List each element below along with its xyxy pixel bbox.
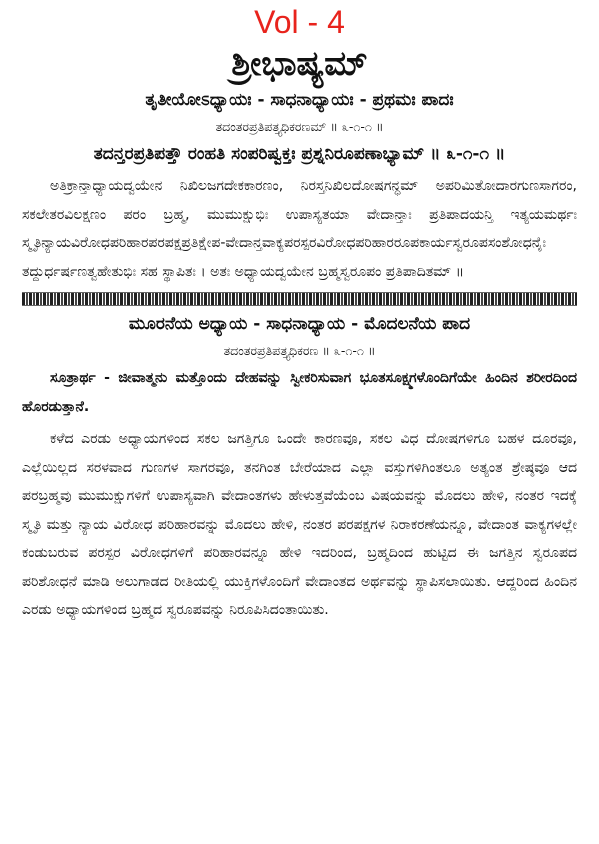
sanskrit-sutra: ತದನ್ತರಪ್ರತಿಪತ್ತೌ ರಂಹತಿ ಸಂಪರಿಷ್ವಕ್ತಃ ಪ್ರಶ್ನನಿರೂಪಣಾಭ್ಯಾಮ್ ॥ ೩-೧-೧ ॥ [93, 144, 506, 164]
book-title: ಶ್ರೀಭಾಷ್ಯಮ್ [231, 44, 368, 84]
kannada-adhikarana-title: ತದಂತರಪ್ರತಿಪತ್ತ್ಯಧಿಕರಣ ॥ ೩-೧-೧ ॥ [223, 343, 376, 358]
volume-label: Vol - 4 [254, 4, 345, 40]
sutrartha-paragraph: ಸೂತ್ರಾರ್ಥ - ಜೀವಾತ್ಮನು ಮತ್ತೊಂದು ದೇಹವನ್ನು ಸ್ವೀಕರಿಸುವಾಗ ಭೂತಸೂಕ್ಷ್ಮಗಳೊಂದಿಗೆಯೇ ಹಿಂದಿನ ಶರೀರದಿಂದ ಹೊರಡುತ್ತಾನೆ. [22, 370, 577, 415]
sanskrit-chapter-heading: ತೃತೀಯೋಽಧ್ಯಾಯಃ - ಸಾಧನಾಧ್ಯಾಯಃ - ಪ್ರಥಮಃ ಪಾದಃ [145, 90, 454, 110]
kannada-commentary-paragraph: ಕಳೆದ ಎರಡು ಅಧ್ಯಾಯಗಳಿಂದ ಸಕಲ ಜಗತ್ತಿಗೂ ಒಂದೇ ಕಾರಣವೂ, ಸಕಲ ವಿಧ ದೋಷಗಳಿಗೂ ಬಹಳ ದೂರವೂ, ಎಲ್ಲೆಯಿಲ್ಲದ ಸರಳವಾದ ಗುಣಗಳ ಸಾಗರವೂ, ತನಗಿಂತ ಬೇರೆಯಾದ ಎಲ್ಲಾ ವಸ್ತುಗಳಿಗಿಂತಲೂ ಅತ್ಯಂತ ಶ್ರೇಷ್ಠವೂ ಆದ ಪರಬ್ರಹ್ಮವು ಮುಮುಕ್ಷುಗಳಿಗೆ ಉಪಾಸ್ಯವಾಗಿ ವೇದಾಂತಗಳು ಹೇಳುತ್ತವೆಯೆಂಬ ವಿಷಯವನ್ನು ಮೊದಲು ಹೇಳಿ, ನಂತರ ಇದಕ್ಕೆ ಸ್ಮೃತಿ ಮತ್ತು ನ್ಯಾಯ ವಿರೋಧ ಪರಿಹಾರವನ್ನು ಮೊದಲು ಹೇಳಿ, ನಂತರ ಪರಪಕ್ಷಗಳ ನಿರಾಕರಣೆಯನ್ನೂ, ವೇದಾಂತ ವಾಕ್ಯಗಳಲ್ಲೇ ಕಂಡುಬರುವ ಪರಸ್ಪರ ವಿರೋಧಗಳಿಗೆ ಪರಿಹಾರವನ್ನೂ ಹೇಳಿ ಇದರಿಂದ, ಬ್ರಹ್ಮದಿಂದ ಹುಟ್ಟಿದ ಈ ಜಗತ್ತಿನ ಸ್ವರೂಪದ ಪರಿಶೋಧನೆ ಮಾಡಿ ಅಲುಗಾಡದ ರೀತಿಯಲ್ಲಿ ಯುಕ್ತಿಗಳೊಂದಿಗೆ ವೇದಾಂತದ ಅರ್ಥವನ್ನು ಸ್ಥಾಪಿಸಲಾಯಿತು. ಆದ್ದರಿಂದ ಹಿಂದಿನ ಎರಡು ಅಧ್ಯಾಯಗಳಿಂದ ಬ್ರಹ್ಮದ ಸ್ವರೂಪವನ್ನು ನಿರೂಪಿಸಿದಂತಾಯಿತು. [22, 431, 577, 618]
ornamental-divider [22, 292, 577, 306]
sanskrit-adhikarana-title: ತದಂತರಪ್ರತಿಪತ್ತ್ಯಧಿಕರಣಮ್ ॥ ೩-೧-೧ ॥ [215, 119, 384, 134]
kannada-chapter-heading: ಮೂರನೆಯ ಅಧ್ಯಾಯ - ಸಾಧನಾಧ್ಯಾಯ - ಮೊದಲನೆಯ ಪಾದ [128, 314, 471, 334]
sanskrit-commentary-paragraph: ಅತಿಕ್ರಾನ್ತಾಧ್ಯಾಯದ್ವಯೇನ ನಿಖಿಲಜಗದೇಕಕಾರಣಂ, ನಿರಸ್ತನಿಖಿಲದೋಷಗನ್ಧಮ್ ಅಪರಿಮಿತೋದಾರಗುಣಸಾಗರಂ, ಸಕಲೇತರವಿಲಕ್ಷಣಂ ಪರಂ ಬ್ರಹ್ಮ, ಮುಮುಕ್ಷುಭಿಃ ಉಪಾಸ್ಯತಯಾ ವೇದಾನ್ತಾಃ ಪ್ರತಿಪಾದಯನ್ತಿ ಇತ್ಯಯಮರ್ಥಃ ಸ್ಮೃತಿನ್ಯಾಯವಿರೋಧಪರಿಹಾರಪರಪಕ್ಷಪ್ರತಿಕ್ಷೇಪ-ವೇದಾನ್ತವಾಕ್ಯಪರಸ್ಪರವಿರೋಧಪರಿಹಾರರೂಪಕಾರ್ಯಸ್ವರೂಪಸಂಶೋಧನೈಃ ತದ್ದುರ್ಧರ್ಷಣತ್ವಹೇತುಭಿಃ ಸಹ ಸ್ಥಾಪಿತಃ । ಅತಃ ಅಧ್ಯಾಯದ್ವಯೇನ ಬ್ರಹ್ಮಸ್ವರೂಪಂ ಪ್ರತಿಪಾದಿತಮ್ ॥ [22, 178, 577, 280]
